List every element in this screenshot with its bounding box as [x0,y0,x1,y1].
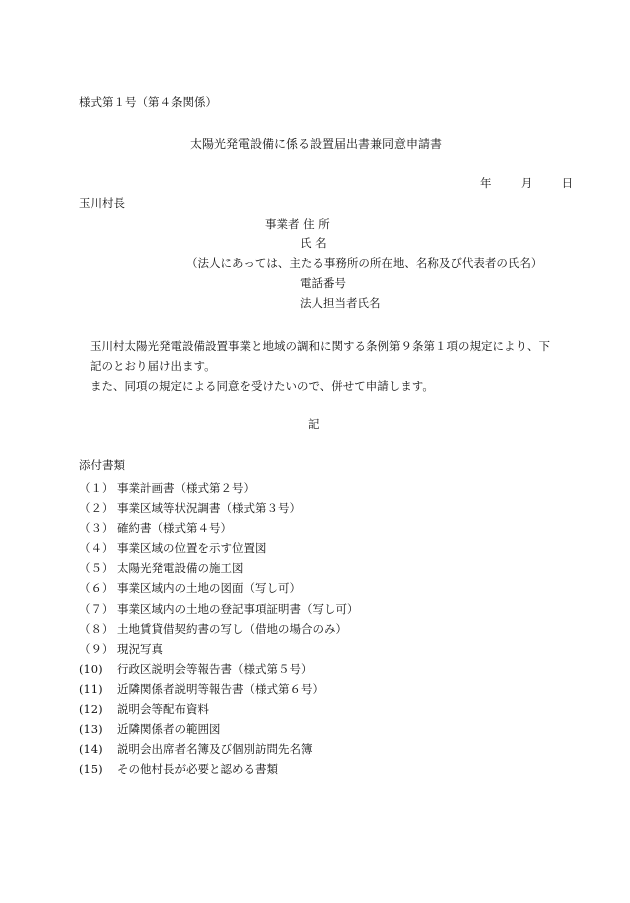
attachment-item: （８） 土地賃貸借契約書の写し（借地の場合のみ） [79,621,347,636]
date-day: 日 [561,176,574,190]
applicant-name-label: 氏 名 [300,236,327,250]
body-paragraph-2: また、同項の規定による同意を受けたいので、併せて申請します。 [90,379,434,393]
attachments-list [79,478,359,779]
attachment-item: (10) 行政区説明会等報告書（様式第５号） [79,661,313,676]
attachment-item: (14) 説明会出席者名簿及び個別訪問先名簿 [79,742,313,757]
attachment-item: （３） 確約書（様式第４号） [79,521,232,536]
attachment-item: (11) 近隣関係者説明等報告書（様式第６号） [79,681,324,696]
date-line [480,178,573,190]
phone-label: 電話番号 [300,276,346,290]
attachments-heading: 添付書類 [79,458,125,472]
attachment-item: （９） 現況写真 [79,641,163,656]
addressee: 玉川村長 [79,196,125,210]
attachment-item: (13) 近隣関係者の範囲図 [79,722,221,737]
attachment-item: （２） 事業区域等状況調書（様式第３号） [79,501,301,516]
attachment-item: （６） 事業区域内の土地の図面（写し可） [79,581,301,596]
date-month: 月 [520,176,533,190]
body-text [79,336,559,396]
body-paragraph-1: 玉川村太陽光発電設備設置事業と地域の調和に関する条例第９条第１項の規定により、下記のとおり届け出ます。 [90,339,550,373]
attachment-item: （７） 事業区域内の土地の登記事項証明書（写し可） [79,601,359,616]
applicant-address-label: 事業者 住 所 [265,217,330,231]
document-title: 太陽光発電設備に係る設置届出書兼同意申請書 [190,137,443,151]
attachment-item: （５） 太陽光発電設備の施工図 [79,561,244,576]
attachment-item: (15) その他村長が必要と認める書類 [79,762,278,777]
date-year: 年 [480,176,492,190]
form-number: 様式第１号（第４条関係） [79,95,217,109]
attachment-item: （１） 事業計画書（様式第２号） [79,481,255,495]
contact-person-label: 法人担当者氏名 [300,296,381,310]
attachment-item: (12) 説明会等配布資料 [79,702,209,717]
attachment-item: （４） 事業区域の位置を示す位置図 [79,541,267,556]
ki-heading: 記 [308,417,320,431]
corporate-note: （法人にあっては、主たる事務所の所在地、名称及び代表者の氏名） [186,256,543,270]
